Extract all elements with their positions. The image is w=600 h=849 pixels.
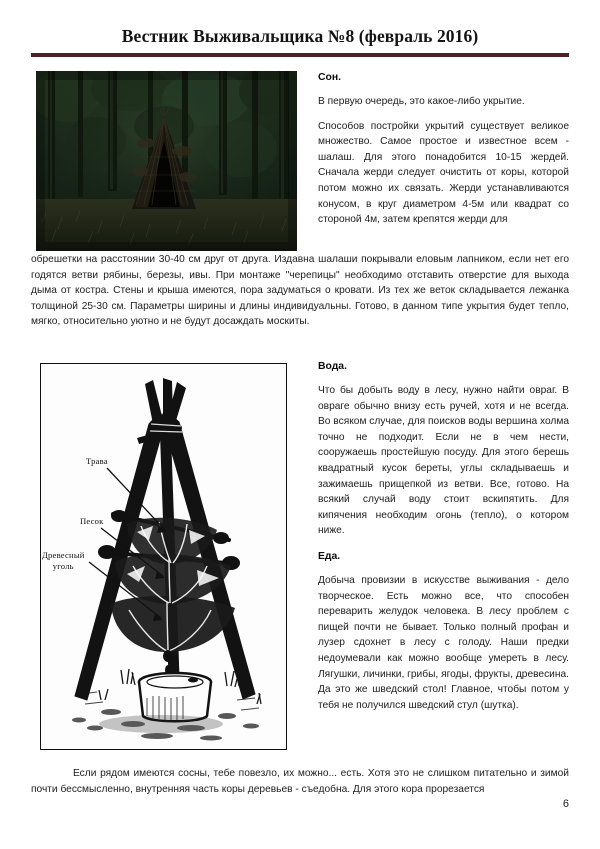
illustration-label-sand: Песок <box>80 516 104 526</box>
paragraph-food-1: Добыча провизии в искусстве выживания - дело творческое. Есть можно все, что способен переварить желудок человека. В лесу проблем с пищей почти не бывает. Только полный профан и лузер сдохнет в лесу с голоду. Наши предки недоумевали как можно вообще умереть в лесу. Лягушки, личинки, грибы, ягоды, фрукты, древесина. Да это же шведский стол! Главное, чтобы потом у тебя не получился шведский стул (шутка). <box>318 574 569 711</box>
column-water-food-text <box>318 360 569 722</box>
page-number: 6 <box>562 798 569 810</box>
illustration-label-grass: Трава <box>86 456 108 466</box>
masthead <box>30 26 570 47</box>
illustration-label-charcoal-line1: Древесный <box>42 550 85 560</box>
illustration-label-charcoal <box>42 550 85 572</box>
heading-sleep: Сон. <box>318 72 342 83</box>
paragraph-sleep-continuation-block <box>31 252 569 339</box>
heading-food: Еда. <box>318 550 341 562</box>
header-divider <box>31 53 569 57</box>
heading-water: Вода. <box>318 361 347 372</box>
forest-shelter-photo <box>36 71 297 251</box>
page-title: Вестник Выживальщика №8 (февраль 2016) <box>121 26 479 46</box>
forest-photo-graphic <box>36 71 297 251</box>
paragraph-water-1: Что бы добыть воду в лесу, нужно найти овраг. В овраге обычно внизу есть ручей, хотя и не всегда. Во всяком случае, для поисков воды вершина холма точно не подходит. Если не в чем нести, сооружаешь простейшую посуду. Для этого берешь квадратный кусок береты, углы складываешь и зажимаешь прищепкой из ветви. Все, готово. На всякий случай воду стоит вскипятить. Для кипячения необходим огонь (тепло), о котором ниже. <box>318 385 569 537</box>
paragraph-sleep-1: В первую очередь, это какое-либо укрытие. <box>318 96 525 107</box>
illustration-label-charcoal-line2: уголь <box>52 561 74 571</box>
paragraph-food-continuation: Если рядом имеются сосны, тебе повезло, их можно... есть. Хотя это не слишком питательно и зимой почти бессмысленно, внутренняя часть коры деревьев - съедобна. Для этого кора прорезается <box>31 768 569 795</box>
paragraph-food-continuation-block <box>31 766 569 806</box>
paragraph-sleep-continuation: обрешетки на расстоянии 30-40 см друг от друга. Издавна шалаши покрывали еловым лапником, если нет его годятся ветви рябины, березы, ивы. При монтаже "черепицы" необходимо отставить отверстие для выхода дыма от костра. Стены и крыша имеются, пора задуматься о кровати. Из тех же веток складывается лежанка толщиной 25-30 см. Параметры ширины и длины индивидуальны. Готово, в данном типе укрытия будет тепло, мягко, относительно уютно и не будут досаждать москиты. <box>31 254 569 328</box>
column-sleep-text <box>318 71 569 237</box>
paragraph-sleep-2: Способов постройки укрытий существует великое множество. Самое простое и известное всем - шалаш. Для этого понадобится 10-15 жердей. Сначала жерди следует очистить от коры, которой потом можно их связать. Жерди устанавливаются конусом, в круг диаметром 4-5м или квадрат со стороной 4м, затем крепятся жерди для <box>318 120 569 226</box>
